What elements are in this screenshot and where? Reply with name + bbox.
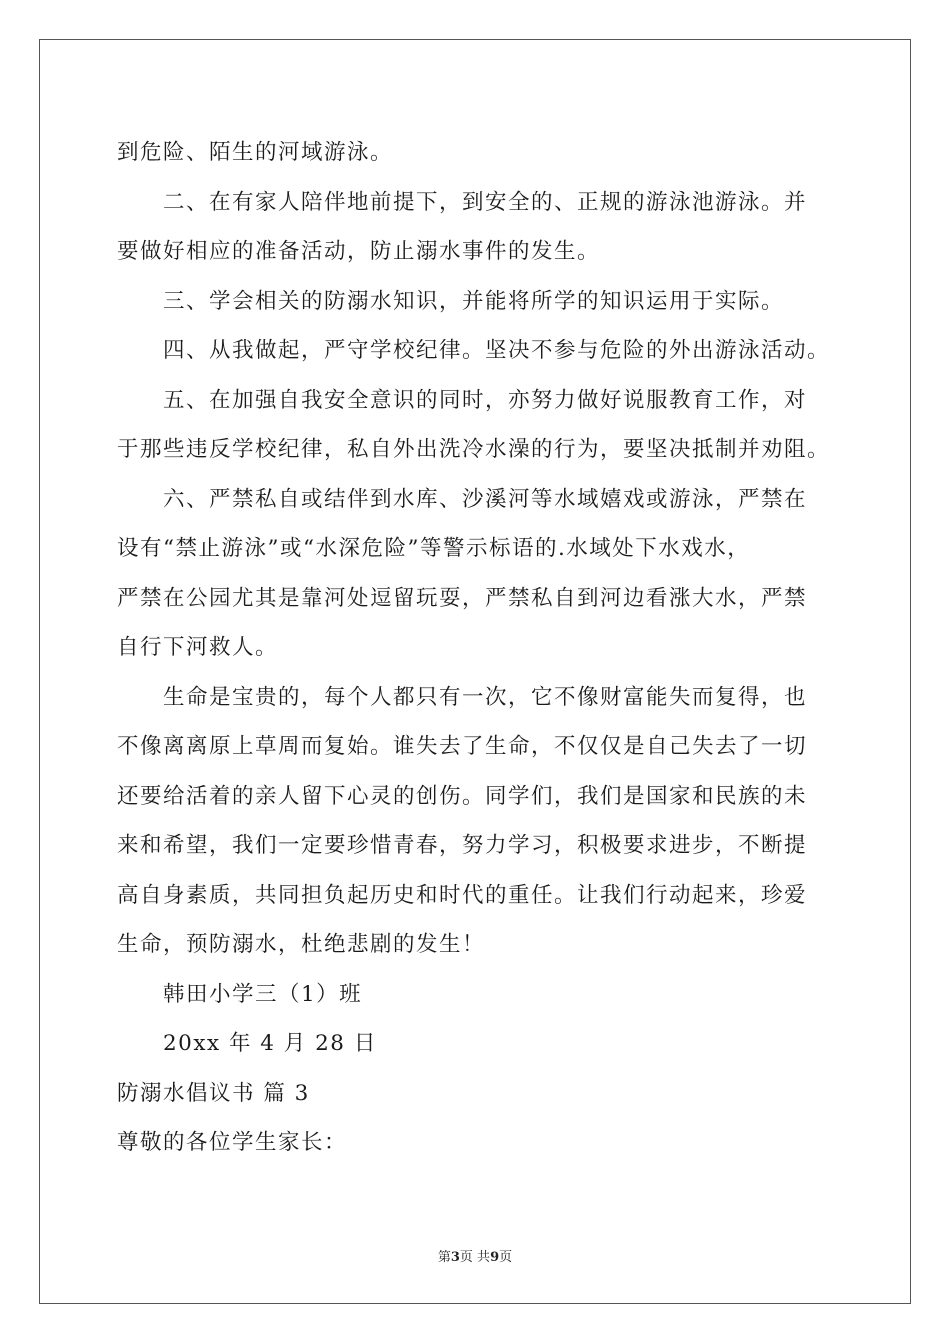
text-line: 六、严禁私自或结伴到水库、沙溪河等水域嬉戏或游泳，严禁在 — [163, 486, 808, 512]
text-line: 四、从我做起，严守学校纪律。坚决不参与危险的外出游泳活动。 — [163, 338, 831, 363]
signature-class: 韩田小学三（1）班 — [163, 981, 363, 1007]
page-prefix: 第 — [437, 1250, 451, 1265]
text-line: 三、学会相关的防溺水知识，并能将所学的知识运用于实际。 — [163, 288, 785, 314]
text-line: 生命是宝贵的，每个人都只有一次，它不像财富能失而复得，也 — [163, 684, 808, 710]
text-line: 要做好相应的准备活动，防止溺水事件的发生。 — [117, 239, 601, 264]
text-line: 二、在有家人陪伴地前提下，到安全的、正规的游泳池游泳。并 — [163, 189, 808, 215]
text-line: 严禁在公园尤其是靠河处逗留玩耍，严禁私自到河边看涨大水，严禁 — [117, 585, 808, 611]
text-line: 来和希望，我们一定要珍惜青春，努力学习，积极要求进步，不断提 — [117, 833, 808, 858]
salutation: 尊敬的各位学生家长： — [117, 1130, 348, 1155]
text-line: 高自身素质，共同担负起历史和时代的重任。让我们行动起来，珍爱 — [117, 882, 808, 908]
text-line: 不像离离原上草周而复始。谁失去了生命，不仅仅是自己失去了一切 — [117, 734, 808, 759]
page-mid: 页 共 — [459, 1250, 491, 1265]
page-footer — [0, 1246, 950, 1265]
total-page-number: 9 — [490, 1250, 500, 1265]
text-line: 到危险、陌生的河域游泳。 — [117, 140, 394, 165]
text-line: 自行下河救人。 — [117, 635, 279, 660]
page-suffix: 页 — [499, 1250, 513, 1265]
signature-date: 20xx 年 4 月 28 日 — [163, 1031, 377, 1056]
document-body — [117, 128, 837, 1168]
section-heading: 防溺水倡议书 篇 3 — [117, 1080, 310, 1106]
text-line: 生命，预防溺水，杜绝悲剧的发生！ — [117, 932, 486, 957]
text-line: 设有“禁止游泳”或“水深危险”等警示标语的.水域处下水戏水， — [117, 536, 751, 561]
current-page-number: 3 — [450, 1250, 460, 1265]
text-line: 还要给活着的亲人留下心灵的创伤。同学们，我们是国家和民族的未 — [117, 783, 808, 809]
text-line: 五、在加强自我安全意识的同时，亦努力做好说服教育工作，对 — [163, 387, 808, 413]
text-line: 于那些违反学校纪律，私自外出洗冷水澡的行为，要坚决抵制并劝阻。 — [117, 437, 831, 462]
